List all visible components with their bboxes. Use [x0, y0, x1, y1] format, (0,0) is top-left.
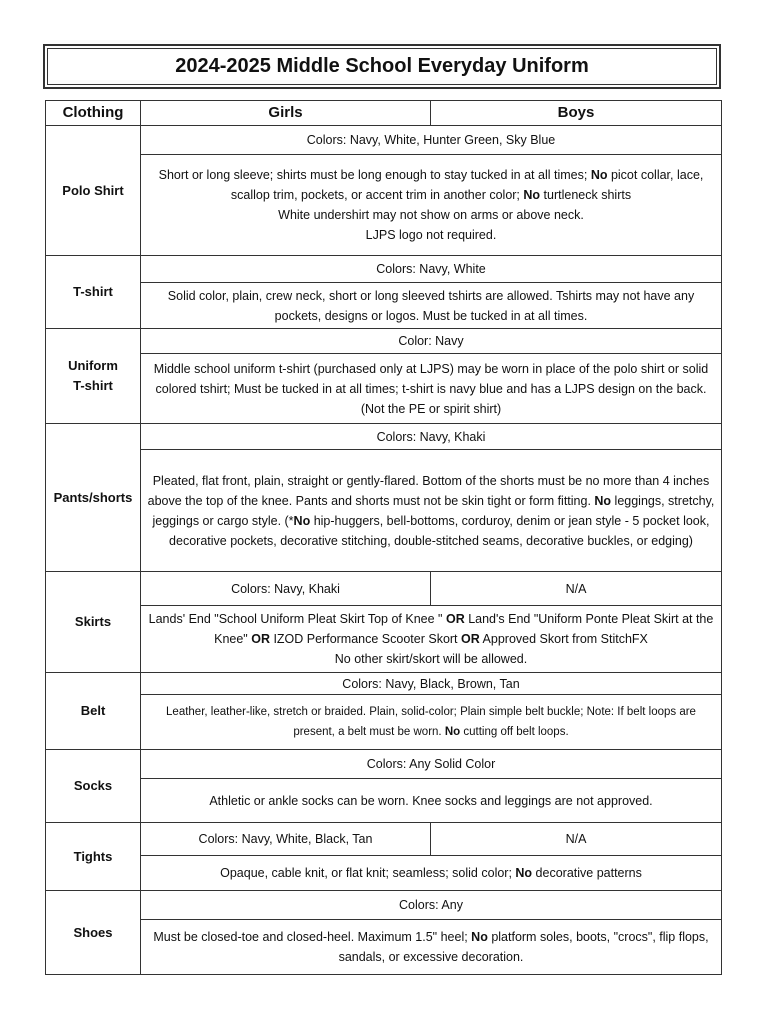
uniform-table [45, 100, 722, 975]
skirts-girls-colors: Colors: Navy, Khaki [141, 572, 431, 606]
category-skirts: Skirts [46, 572, 141, 673]
tights-description: Opaque, cable knit, or flat knit; seamless; solid color; No decorative patterns [141, 856, 722, 891]
tights-boys: N/A [431, 823, 722, 856]
table-row [46, 750, 722, 779]
table-row [46, 450, 722, 572]
table-row [46, 606, 722, 673]
category-uniform-tshirt: Uniform T-shirt [46, 329, 141, 424]
table-row [46, 779, 722, 823]
tshirt-description: Solid color, plain, crew neck, short or long sleeved tshirts are allowed. Tshirts may not have any pockets, designs or logos. Must be tucked in at all times. [141, 283, 722, 329]
table-row [46, 424, 722, 450]
shoes-description: Must be closed-toe and closed-heel. Maximum 1.5" heel; No platform soles, boots, "crocs", flip flops, sandals, or excessive decoration. [141, 920, 722, 975]
skirts-boys: N/A [431, 572, 722, 606]
table-row [46, 256, 722, 283]
header-row [46, 101, 722, 126]
belt-colors: Colors: Navy, Black, Brown, Tan [141, 673, 722, 695]
header-girls: Girls [141, 101, 431, 126]
table-row [46, 155, 722, 256]
table-row [46, 920, 722, 975]
table-row [46, 283, 722, 329]
category-socks: Socks [46, 750, 141, 823]
category-polo-shirt: Polo Shirt [46, 126, 141, 256]
category-pants-shorts: Pants/shorts [46, 424, 141, 572]
table-row [46, 891, 722, 920]
header-clothing: Clothing [46, 101, 141, 126]
tshirt-colors: Colors: Navy, White [141, 256, 722, 283]
header-boys: Boys [431, 101, 722, 126]
pants-colors: Colors: Navy, Khaki [141, 424, 722, 450]
socks-description: Athletic or ankle socks can be worn. Knee socks and leggings are not approved. [141, 779, 722, 823]
table-row [46, 695, 722, 750]
pants-description: Pleated, flat front, plain, straight or gently-flared. Bottom of the shorts must be no more than 4 inches above the top of the knee. Pants and shorts must not be skin tight or form fitting. No leggings, stretchy, jeggings or cargo style. (*No hip-huggers, bell-bottoms, corduroy, denim or jean style - 5 pocket look, decorative pockets, decorative stitching, double-stitched seams, decorative buckles, or edging) [141, 450, 722, 572]
table-row [46, 354, 722, 424]
tights-girls-colors: Colors: Navy, White, Black, Tan [141, 823, 431, 856]
uniform-tshirt-colors: Color: Navy [141, 329, 722, 354]
socks-colors: Colors: Any Solid Color [141, 750, 722, 779]
skirts-description: Lands' End "School Uniform Pleat Skirt Top of Knee " OR Land's End "Uniform Ponte Pleat Skirt at the Knee" OR IZOD Performance Scooter Skort OR Approved Skort from StitchFX No other skirt/skort will be allowed. [141, 606, 722, 673]
category-tshirt: T-shirt [46, 256, 141, 329]
page-title: 2024-2025 Middle School Everyday Uniform [47, 48, 717, 85]
table-row [46, 673, 722, 695]
table-row [46, 572, 722, 606]
uniform-tshirt-description: Middle school uniform t-shirt (purchased only at LJPS) may be worn in place of the polo shirt or solid colored tshirt; Must be tucked in at all times; t-shirt is navy blue and has a LJPS design on the back. (Not the PE or spirit shirt) [141, 354, 722, 424]
category-shoes: Shoes [46, 891, 141, 975]
category-tights: Tights [46, 823, 141, 891]
belt-description: Leather, leather-like, stretch or braided. Plain, solid-color; Plain simple belt buckle; Note: If belt loops are present, a belt must be worn. No cutting off belt loops. [141, 695, 722, 750]
shoes-colors: Colors: Any [141, 891, 722, 920]
title-box [43, 44, 721, 89]
table-row [46, 823, 722, 856]
table-row [46, 329, 722, 354]
table-row [46, 126, 722, 155]
polo-description: Short or long sleeve; shirts must be long enough to stay tucked in at all times; No picot collar, lace, scallop trim, pockets, or accent trim in another color; No turtleneck shirts White undershirt may not show on arms or above neck. LJPS logo not required. [141, 155, 722, 256]
category-belt: Belt [46, 673, 141, 750]
polo-colors: Colors: Navy, White, Hunter Green, Sky Blue [141, 126, 722, 155]
table-row [46, 856, 722, 891]
